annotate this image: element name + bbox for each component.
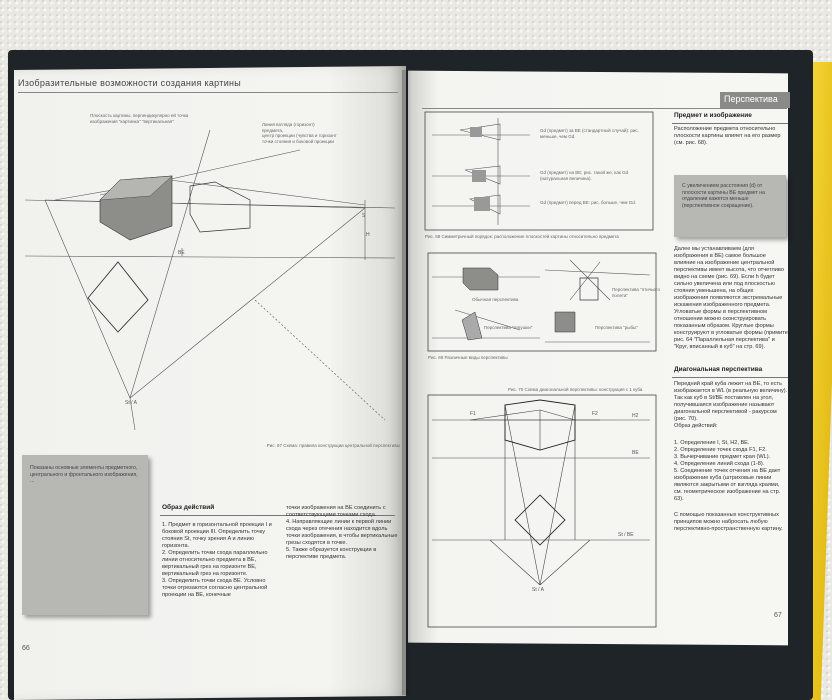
right-section1-heading: Предмет и изображение xyxy=(674,112,752,119)
right-grey-info-box xyxy=(674,175,786,237)
right-grey-box-text: С увеличением расстояния (d) от плоскости картины BE предмет на отдалении кажется меньше (перспективное сокращение). xyxy=(682,183,765,209)
right-section2-rule xyxy=(672,377,788,378)
fig70-label-st-be: St / BE xyxy=(618,532,634,538)
label-st-a: St / A xyxy=(125,400,137,406)
right-section2-end: С помощью показанных конструктивных принципов можно набросать любую перспективно-пространственную картину. xyxy=(674,512,783,532)
left-page-number: 66 xyxy=(22,645,30,652)
fig70-caption: Рис. 70 Схема диагональной перспективы: конструкция с 1 куба xyxy=(508,387,643,392)
right-section2-heading: Диагональная перспектива xyxy=(674,366,763,373)
fig70-label-f1: F1 xyxy=(470,411,476,417)
diagram-note-top: Плоскость картины, перпендикулярно ей точка изображения "картинка" "вертикальная" xyxy=(90,113,189,124)
diagram-note-right: Линия взгляда (горизонт) предмета, центр проекции (чувства и горизонт точки стояния и боковой проекции xyxy=(262,122,337,144)
fig68-row1: Gd (предмет) за BE (стандартный случай): рис. меньше, чем Gd. xyxy=(540,128,639,139)
fig68-row3: Gd (предмет) перед BE: рис. больше, чем Gd. xyxy=(540,200,636,205)
left-figure-caption: Рис. 67 Схема: правила конструкции центральной перспективы xyxy=(266,443,400,448)
right-section2-steps: 1. Определение I, St, H2, BE. 2. Определение точек схода F1, F2. 3. Вычерчивание предмет края (WL). 4. Определение линий схода (1-8). 5. Соединение точек отчения на BE дает изображение куба (штриховые линии являются закрытыми от взгляда краями, см. геометрическое изображение на стр. 63). xyxy=(674,440,781,502)
right-page-number: 67 xyxy=(774,612,782,619)
fig69-label-frog: Перспектива "лягушки" xyxy=(484,325,533,330)
fig68-caption: Рис. 68 Симметричный порядок: расположение плоскостей картины относительно предмета xyxy=(425,234,619,239)
label-be: BE xyxy=(178,250,185,256)
fig70-label-st-a: St / A xyxy=(532,587,544,593)
left-grey-box-text: Показаны основные элементы предметного, центрального и фронтального изображения, ... xyxy=(30,465,138,484)
left-steps-col1: 1. Предмет в горизонтальной проекции I и боковой проекции III. Определить точку стояния St, точку зрения A и линию горизонта. 2. Определить точки схода параллельно линии относительно предмета в BE, вертикальный грез на горизонте BE, вертикальный грез на горизонте. 3. Определить точки схода BE. Условно точки отрезаются согласно центральной проекции на BE, конечные xyxy=(162,522,272,598)
label-h: H xyxy=(366,232,370,238)
right-section1-rule xyxy=(672,123,788,124)
fig70-label-be: BE xyxy=(632,450,639,456)
left-steps-col2: точки изображения на BE соединить с соответствующими точками схода. 4. Направляющие линии к первой линии схода через отечения находится вдоль точки изображения, в чтобы вертикальные грезы сходятся в точке. 5. Также образуется конструкции в перспективе предмета. xyxy=(286,505,398,560)
fig70-label-f2: F2 xyxy=(592,411,598,417)
left-header-title: Изобразительные возможности создания картины xyxy=(18,78,242,88)
right-section1-body: Далее мы устанавливаем (для изображения в BE) самое большое влияние на изображение центральной перспективы имеет высота, что отчетливо видно на схеме (рис. 69). Если h будет сильно увеличена или под плоскостью стояния уменьшена, на общих изображения появляются экстремальные искажения изображенного предмета. Угловатые формы в перспективном отношении можно сконструировать показанным образом. Круглые формы конструируют в угловатые формы (примите рис. 64 "Параллельная перспектива" и "Круг, вписанный в куб" на стр. 69). xyxy=(674,246,788,350)
fig69-caption: Рис. 69 Различные виды перспективы xyxy=(428,355,508,360)
fig70-label-h2: H2 xyxy=(632,413,639,419)
fig69-label-normal: Обычная перспектива xyxy=(472,297,519,302)
label-s: S xyxy=(362,213,366,219)
right-section1-text: Расположение предмета относительно плоскости картины влияет на его размер (см. рис. 68). xyxy=(674,126,781,146)
left-section-heading: Образ действий xyxy=(162,504,215,511)
fig69-label-fish: Перспектива "рыбы" xyxy=(595,325,638,330)
fig69-label-bird: Перспектива "птичьего полета" xyxy=(612,287,660,298)
right-section2-body: Передний край куба лежит на BE, то есть изображается в WL (в реальную величину). Так как куб в St/BE поставлен на угол, получившаяся изображение называют диагональной перспективой - ракурсом (рис. 70). Образ действий: xyxy=(674,381,788,429)
right-header-title: Перспектива xyxy=(724,94,778,104)
fig68-row2: Gd (предмет) на BE; рис. такой же, как Gd (натуральная величина). xyxy=(540,170,629,181)
